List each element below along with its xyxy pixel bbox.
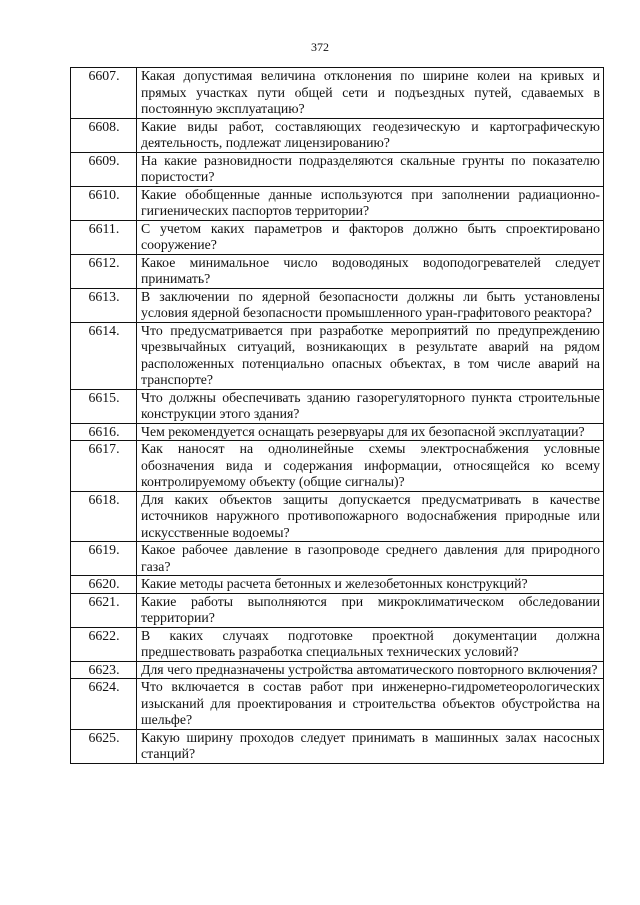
table-row [71, 152, 604, 186]
table-row [71, 441, 604, 492]
table-row [71, 186, 604, 220]
question-number: 6611. [71, 220, 137, 254]
question-number: 6612. [71, 254, 137, 288]
question-number: 6608. [71, 118, 137, 152]
question-text: Какую ширину проходов следует принимать в машинных залах насосных станций? [137, 729, 604, 763]
question-text: В каких случаях подготовке проектной документации должна предшествовать разработка специальных технических условий? [137, 627, 604, 661]
table-row [71, 389, 604, 423]
questions-table-body [71, 68, 604, 764]
question-number: 6622. [71, 627, 137, 661]
question-number: 6607. [71, 68, 137, 119]
question-number: 6610. [71, 186, 137, 220]
table-row [71, 220, 604, 254]
page-number: 372 [311, 40, 329, 54]
table-row [71, 627, 604, 661]
question-number: 6613. [71, 288, 137, 322]
question-text: Какие обобщенные данные используются при заполнении радиационно- гигиенических паспортов территории? [137, 186, 604, 220]
question-number: 6623. [71, 661, 137, 679]
table-row [71, 593, 604, 627]
question-number: 6625. [71, 729, 137, 763]
question-number: 6621. [71, 593, 137, 627]
table-row [71, 576, 604, 594]
question-text: Какие работы выполняются при микроклиматическом обследовании территории? [137, 593, 604, 627]
question-text: Какое рабочее давление в газопроводе среднего давления для природного газа? [137, 542, 604, 576]
question-text: Какие методы расчета бетонных и железобетонных конструкций? [137, 576, 604, 594]
table-row [71, 322, 604, 389]
question-number: 6609. [71, 152, 137, 186]
question-text: Как наносят на однолинейные схемы электроснабжения условные обозначения вида и содержания информации, относящейся ко всему контролируемому объекту (общие сигналы)? [137, 441, 604, 492]
question-text: Какие виды работ, составляющих геодезическую и картографическую деятельность, подлежат лицензированию? [137, 118, 604, 152]
question-text: Что должны обеспечивать зданию газорегуляторного пункта строительные конструкции этого здания? [137, 389, 604, 423]
question-text: С учетом каких параметров и факторов должно быть спроектировано сооружение? [137, 220, 604, 254]
question-text: Чем рекомендуется оснащать резервуары для их безопасной эксплуатации? [137, 423, 604, 441]
question-number: 6614. [71, 322, 137, 389]
question-number: 6618. [71, 491, 137, 542]
table-row [71, 288, 604, 322]
question-number: 6615. [71, 389, 137, 423]
question-text: В заключении по ядерной безопасности должны ли быть установлены условия ядерной безопасности промышленного уран-графитового реактора? [137, 288, 604, 322]
table-row [71, 254, 604, 288]
question-text: Для каких объектов защиты допускается предусматривать в качестве источников наружного противопожарного водоснабжения природные или искусственные водоемы? [137, 491, 604, 542]
table-row [71, 423, 604, 441]
table-row [71, 542, 604, 576]
question-text: На какие разновидности подразделяются скальные грунты по показателю пористости? [137, 152, 604, 186]
questions-table [70, 67, 604, 764]
question-text: Что предусматривается при разработке мероприятий по предупреждению чрезвычайных ситуаций, возникающих в результате аварий на рядом расположенных потенциально опасных объектах, в том числе аварий на транспорте? [137, 322, 604, 389]
question-number: 6617. [71, 441, 137, 492]
question-number: 6620. [71, 576, 137, 594]
question-number: 6616. [71, 423, 137, 441]
question-number: 6624. [71, 679, 137, 730]
question-text: Какое минимальное число водоводяных водоподогревателей следует принимать? [137, 254, 604, 288]
table-row [71, 491, 604, 542]
table-row [71, 68, 604, 119]
question-text: Для чего предназначены устройства автоматического повторного включения? [137, 661, 604, 679]
question-text: Какая допустимая величина отклонения по ширине колеи на кривых и прямых участках пути общей сети и подъездных путей, сдаваемых в постоянную эксплуатацию? [137, 68, 604, 119]
question-number: 6619. [71, 542, 137, 576]
table-row [71, 729, 604, 763]
table-row [71, 118, 604, 152]
question-text: Что включается в состав работ при инженерно-гидрометеорологических изысканий для проектирования и строительства объектов обустройства на шельфе? [137, 679, 604, 730]
table-row [71, 661, 604, 679]
table-row [71, 679, 604, 730]
